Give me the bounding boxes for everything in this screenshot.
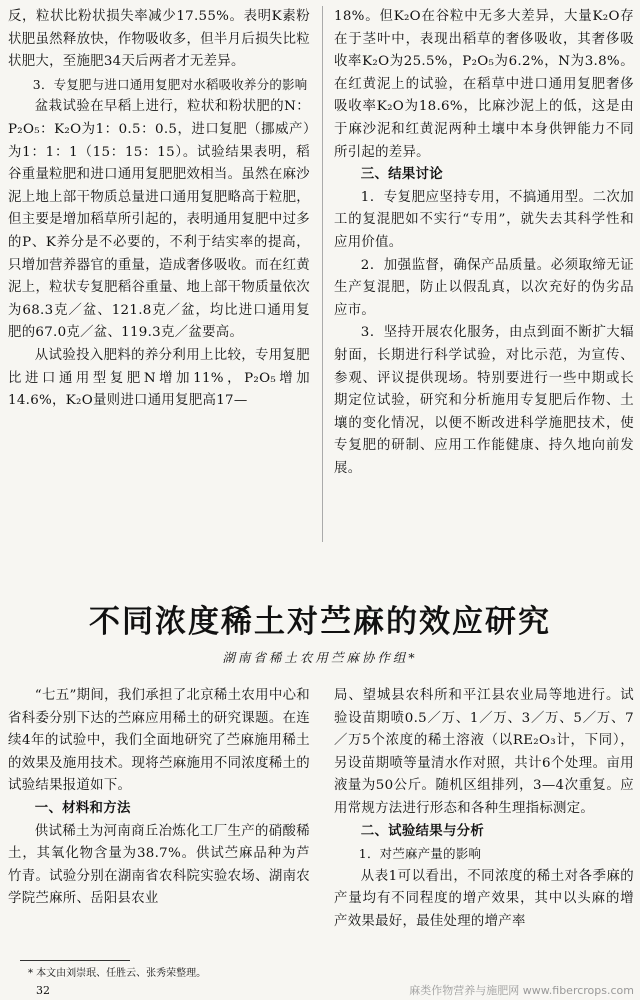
section-heading: 三、结果讨论 [360, 167, 443, 183]
watermark: 麻类作物营养与施肥网 www.fibercrops.com [409, 984, 634, 997]
paragraph: 2．加强监督，确保产品质量。必须取缔无证生产复混肥，防止以假乱真，以次充好的伪劣品应市。 [334, 257, 634, 318]
subsection-heading: 1．对苎麻产量的影响 [358, 846, 482, 862]
lower-left-column [8, 685, 310, 911]
upper-left-column [8, 6, 310, 413]
section-heading: 一、材料和方法 [34, 800, 131, 816]
page-number: 32 [36, 984, 50, 997]
paragraph: “七五”期间，我们承担了北京稀土农用中心和省科委分别下达的苎麻应用稀土的研究课题。在连续4年的试验中，我们全面地研究了苎麻施用稀土的效果及施用技术。现将苎麻施用不同浓度稀土的试验结果报道如下。 [8, 688, 310, 794]
paragraph: 供试稀土为河南商丘冶炼化工厂生产的硝酸稀土，其氧化物含量为38.7%。供试苎麻品种为芦竹青。试验分别在湖南省农科院实验农场、湖南农学院苎麻所、岳阳县农业 [8, 823, 310, 907]
lower-right-column [334, 685, 634, 934]
upper-right-column [334, 6, 634, 480]
article-byline: 湖南省稀土农用苎麻协作组* [222, 650, 418, 665]
paragraph-continued: 18%。但K₂O在谷粒中无多大差异，大量K₂O存在于茎叶中，表现出稻草的奢侈吸收，其奢侈吸收率K₂O为25.5%，P₂O₅为6.2%，N为3.8%。在红黄泥上的试验，在稻草中进口通用复肥奢侈吸收率K₂O为18.6%，比麻沙泥上的低，这是由于麻沙泥和红黄泥两种土壤中本身供钾能力不同所引起的差异。 [334, 9, 634, 160]
paragraph-continued: 局、望城县农科所和平江县农业局等地进行。试验设苗期喷0.5／万、1／万、3／万、5／万、7／万5个浓度的稀土溶液（以RE₂O₃计，下同），另设苗期喷等量清水作对照，共计6个处理。亩用液量为50公斤。随机区组排列，3—4次重复。应用常规方法进行形态和各种生理指标测定。 [334, 688, 634, 816]
paragraph: 从试验投入肥料的养分利用上比较，专用复肥比进口通用型复肥N增加11%，P₂O₅增加14.6%，K₂O量则进口通用复肥高17— [8, 347, 310, 409]
subsection-heading: 3．专复肥与进口通用复肥对水稻吸收养分的影响 [32, 76, 308, 92]
paragraph: 盆栽试验在早稻上进行，粒状和粉状肥的N：P₂O₅：K₂O为1：0.5：0.5，进口复肥（挪威产）为1：1：1（15：15：15）。试验结果表明，稻谷重量粒肥和进口通用复肥肥效相当。虽然在麻沙泥上地上部干物质总量进口通用复肥略高于粒肥，但主要是增加稻草所引起的，表明通用复肥中过多的P、K养分是不必要的，不利于结实率的提高，只增加营养器官的重量，造成奢侈吸收。而在红黄泥上，粒状专复肥稻谷重量、地上部干物质量依次为68.3克／盆、121.8克／盆，均比进口通用复肥的67.0克／盆、119.3克／盆要高。 [8, 99, 310, 341]
paragraph: 1．专复肥应坚持专用，不搞通用型。二次加工的复混肥如不实行“专用”，就失去其科学性和应用价值。 [334, 189, 634, 250]
column-divider [322, 6, 323, 542]
paragraph: 从表1可以看出，不同浓度的稀土对各季麻的产量均有不同程度的增产效果，其中以头麻的增产效果最好，最佳处理的增产率 [334, 868, 634, 929]
paragraph-continued: 反，粒状比粉状损失率减少17.55%。表明K素粉状肥虽然释放快，作物吸收多，但半月后损失比粒状肥大，至施肥34天后两者才无差异。 [8, 9, 310, 70]
article-title: 不同浓度稀土对苎麻的效应研究 [89, 604, 551, 640]
paragraph: 3．坚持开展农化服务，由点到面不断扩大辐射面，长期进行科学试验，对比示范，为宣传、参观、评议提供现场。特别要进行一些中期或长期定位试验，研究和分析施用专复肥后作物、土壤的变化情况，以便不断改进科学施肥技术，使专复肥的研制、应用工作能健康、持久地向前发展。 [334, 325, 634, 476]
footnote-divider [20, 960, 130, 961]
footnote: * 本文由刘崇珉、任胜云、张秀荣整理。 [28, 968, 207, 979]
section-heading: 二、试验结果与分析 [360, 823, 485, 839]
